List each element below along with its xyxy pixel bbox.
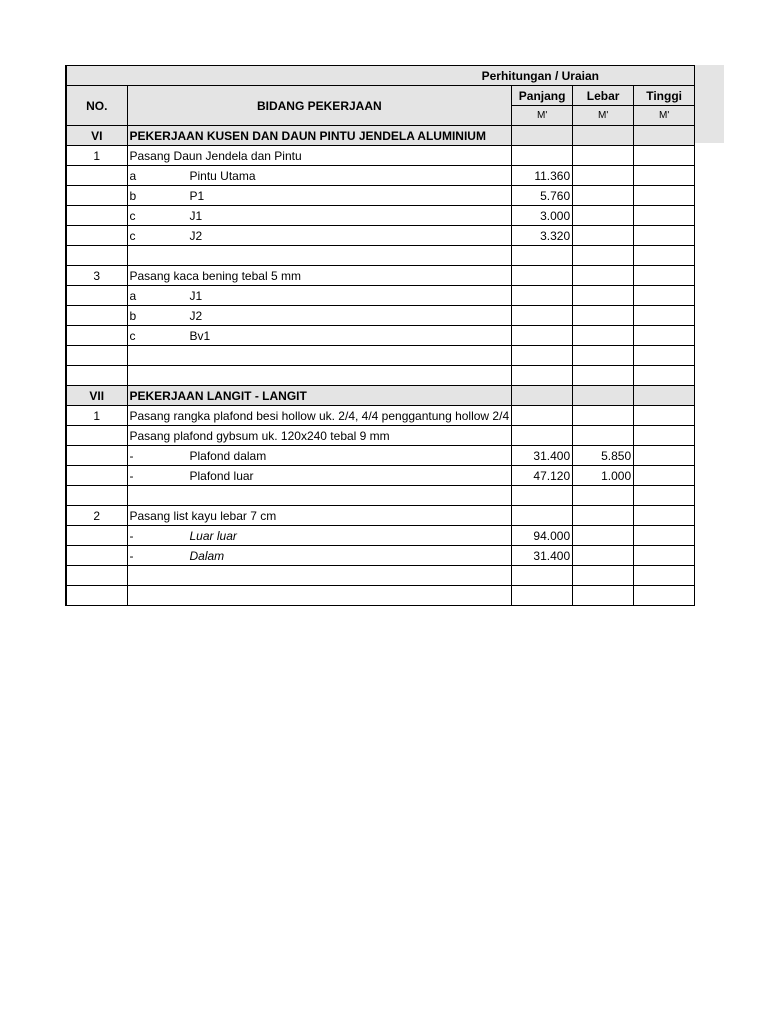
sub-code: c [129, 328, 136, 343]
empty-row [66, 246, 695, 266]
table-row [66, 186, 695, 206]
unit-width: M' [573, 106, 634, 126]
table-row [66, 446, 695, 466]
length-value: 11.360 [512, 166, 573, 186]
sub-name: Plafond luar [189, 468, 254, 483]
sub-name: Dalam [189, 548, 225, 563]
width-value: 5.850 [573, 446, 634, 466]
header-blank-no [66, 66, 127, 86]
length-value: 31.400 [512, 446, 573, 466]
item-number: 2 [66, 506, 127, 526]
table-row [66, 406, 695, 426]
sub-name: J2 [189, 308, 203, 323]
section-title: PEKERJAAN KUSEN DAN DAUN PINTU JENDELA ALUMINIUM [127, 126, 512, 146]
empty-row [66, 566, 695, 586]
length-value: 5.760 [512, 186, 573, 206]
section-number: VI [66, 126, 127, 146]
empty-row [66, 586, 695, 606]
sub-code: b [129, 188, 137, 203]
sub-name: J2 [189, 228, 203, 243]
col-no-header: NO. [66, 86, 127, 126]
table-row [66, 146, 695, 166]
section-row [66, 386, 695, 406]
sub-name: J1 [189, 288, 203, 303]
sub-code: a [129, 168, 137, 183]
length-value: 31.400 [512, 546, 573, 566]
section-number: VII [66, 386, 127, 406]
work-calculation-table [65, 65, 695, 606]
sub-name: Luar luar [189, 528, 237, 543]
sub-code: c [129, 208, 136, 223]
table-row [66, 206, 695, 226]
header-row-group [66, 66, 695, 86]
sub-code: a [129, 288, 137, 303]
item-subtitle: Pasang plafond gybsum uk. 120x240 tebal 9 mm [127, 426, 512, 446]
perhitungan-group-label: Perhitungan / Uraian [481, 68, 599, 83]
sub-code: - [129, 448, 134, 463]
table-row [66, 546, 695, 566]
table-row [66, 226, 695, 246]
table-row [66, 326, 695, 346]
sub-name: Plafond dalam [189, 448, 267, 463]
item-number: 3 [66, 266, 127, 286]
sub-code: - [129, 548, 134, 563]
section-title: PEKERJAAN LANGIT - LANGIT [127, 386, 512, 406]
item-number: 1 [66, 406, 127, 426]
item-title: Pasang kaca bening tebal 5 mm [127, 266, 512, 286]
table-row [66, 466, 695, 486]
table-row [66, 426, 695, 446]
length-value: 3.320 [512, 226, 573, 246]
unit-height: M' [634, 106, 695, 126]
col-height-header: Tinggi [634, 86, 695, 106]
header-blank-work [127, 66, 512, 86]
sub-code: - [129, 468, 134, 483]
sub-code: - [129, 528, 134, 543]
table-row [66, 266, 695, 286]
empty-row [66, 486, 695, 506]
col-length-header: Panjang [512, 86, 573, 106]
section-row [66, 126, 695, 146]
item-number: 1 [66, 146, 127, 166]
col-work-header: BIDANG PEKERJAAN [127, 86, 512, 126]
item-title: Pasang Daun Jendela dan Pintu [127, 146, 512, 166]
table-row [66, 506, 695, 526]
empty-row [66, 366, 695, 386]
item-title: Pasang list kayu lebar 7 cm [127, 506, 512, 526]
table-row [66, 166, 695, 186]
width-value: 1.000 [573, 466, 634, 486]
table-row [66, 286, 695, 306]
table-row [66, 306, 695, 326]
length-value: 47.120 [512, 466, 573, 486]
header-row-columns [66, 86, 695, 106]
sub-name: Pintu Utama [189, 168, 256, 183]
sub-code: b [129, 308, 137, 323]
length-value: 94.000 [512, 526, 573, 546]
sub-name: J1 [189, 208, 203, 223]
unit-length: M' [512, 106, 573, 126]
item-title: Pasang rangka plafond besi hollow uk. 2/4, 4/4 penggantung hollow 2/4 [127, 406, 512, 426]
length-value: 3.000 [512, 206, 573, 226]
col-width-header: Lebar [573, 86, 634, 106]
sub-name: Bv1 [189, 328, 211, 343]
empty-row [66, 346, 695, 366]
table-row [66, 526, 695, 546]
sub-name: P1 [189, 188, 205, 203]
sub-code: c [129, 228, 136, 243]
